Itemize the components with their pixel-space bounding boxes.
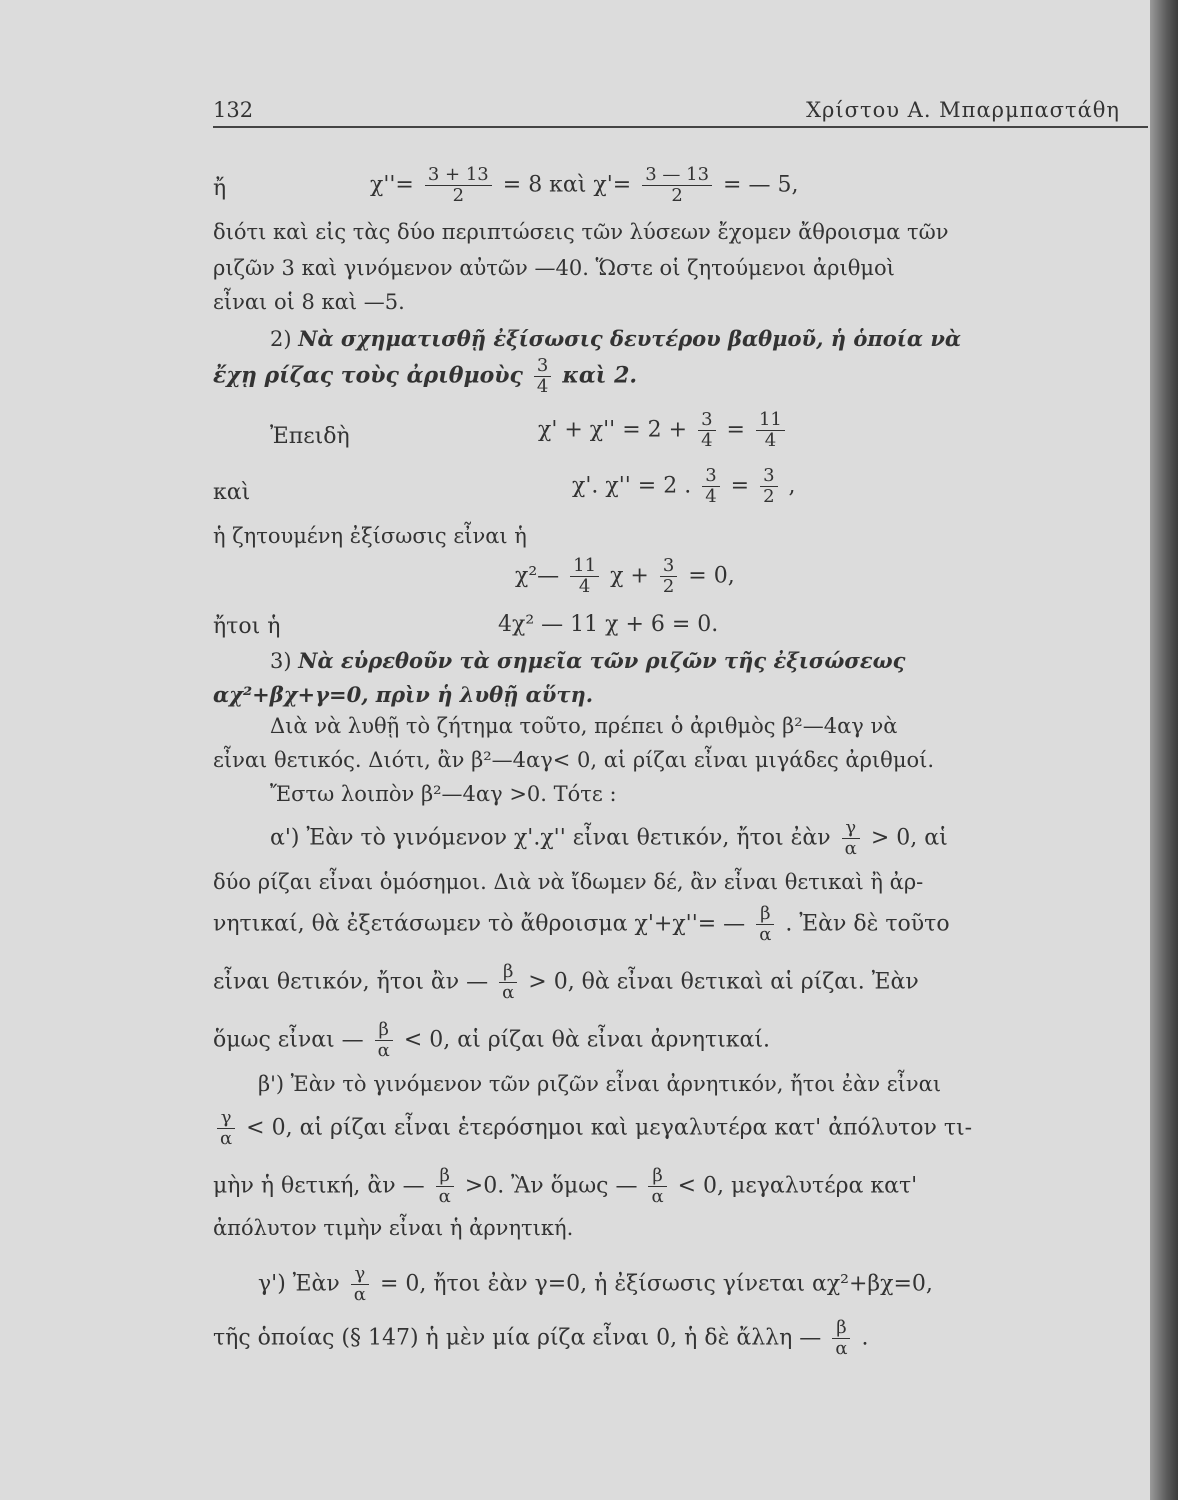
fraction-numerator: β [832,1318,850,1339]
text-line: Διὰ νὰ λυθῇ τὸ ζήτημα τοῦτο, πρέπει ὁ ἀριθμὸς β²—4αγ νὰ [270,714,898,738]
fraction-numerator: β [436,1166,454,1187]
fraction-denominator: 4 [764,429,777,451]
fraction [648,1166,666,1207]
eq-text: α') Ἐὰν τὸ γινόμενον χ'.χ'' εἶναι θετικόν, ἤτοι ἐὰν [270,825,831,851]
fraction [660,556,677,597]
fraction [698,410,715,451]
eq-text: >0. Ἂν ὅμως — [464,1173,638,1199]
fraction [499,962,517,1003]
text-line: δύο ρίζαι εἶναι ὁμόσημοι. Διὰ νὰ ἴδωμεν δέ, ἂν εἶναι θετικαὶ ἢ ἀρ- [213,870,924,894]
eq-text: = 0, ἤτοι ἐὰν γ=0, ἡ ἐξίσωσις γίνεται αχ²+βχ=0, [379,1271,933,1297]
case-a-line-1 [270,818,948,859]
eq-text: = [730,473,750,499]
fraction-numerator: 3 [698,410,715,431]
eq-text: τῆς ὁποίας (§ 147) ἡ μὲν μία ρίζα εἶναι 0, ἡ δὲ ἄλλη — [213,1325,822,1351]
fraction [570,556,599,597]
eq-text: < 0, αἱ ρίζαι θὰ εἶναι ἀρνητικαί. [403,1027,771,1053]
problem-number: 2) [270,327,292,351]
fraction-numerator: β [499,962,517,983]
case-c-line-2 [213,1318,868,1359]
fraction-denominator: α [651,1185,664,1207]
fraction-denominator: 2 [671,184,683,206]
problem-3-heading-cont [213,684,1138,706]
fraction-numerator: 11 [570,556,599,577]
eq-text: εἶναι θετικόν, ἤτοι ἂν — [213,969,489,995]
fraction-denominator: 4 [701,429,713,451]
eq-text: = [726,417,745,443]
label-epeidi: Ἐπειδὴ [270,424,350,449]
fraction-denominator: α [353,1283,366,1305]
case-a-line-3 [213,904,950,945]
case-b-line-2 [213,1108,972,1149]
fraction [702,466,719,507]
fraction-numerator: γ [217,1108,235,1129]
fraction [842,818,860,859]
fraction [217,1108,235,1149]
eq-text: = — 5, [723,172,799,198]
fraction-numerator: 11 [756,410,785,431]
eq-text: χ''= [370,172,414,198]
fraction-denominator: α [220,1127,233,1149]
text-line: β') Ἐὰν τὸ γινόμενον τῶν ριζῶν εἶναι ἀρνητικόν, ἤτοι ἐὰν εἶναι [258,1072,942,1096]
case-a-line-5 [213,1020,770,1061]
fraction [642,165,712,206]
fraction-numerator: γ [351,1264,369,1285]
eq-text: < 0, μεγαλυτέρα κατ' [677,1173,918,1199]
text-line: εἶναι θετικός. Διότι, ἂν β²—4αγ< 0, αἱ ρίζαι εἶναι μιγάδες ἀριθμοί. [213,748,935,772]
fraction [756,904,774,945]
eq-text: μὴν ἡ θετική, ἂν — [213,1173,425,1199]
fraction [760,466,777,507]
fraction [436,1166,454,1207]
fraction-denominator: 4 [536,375,549,397]
case-a-line-4 [213,962,919,1003]
page-edge-shadow [1150,0,1178,1500]
problem-2-heading [270,328,1138,350]
fraction-denominator: α [844,837,857,859]
text-line: διότι καὶ εἰς τὰς δύο περιπτώσεις τῶν λύσεων ἔχομεν ἄθροισμα τῶν [213,220,949,244]
fraction-numerator: 3 + 13 [425,165,492,186]
eq-text: χ²— [515,563,560,589]
eq-text: < 0, αἱ ρίζαι εἶναι ἑτερόσημοι καὶ μεγαλυτέρα κατ' ἀπόλυτον τι- [246,1115,973,1141]
fraction-numerator: β [648,1166,666,1187]
eq-sum [538,410,789,451]
eq-quadratic-int: 4χ² — 11 χ + 6 = 0. [498,612,719,637]
fraction-numerator: 3 [534,356,551,377]
eq-text: χ + [610,563,649,589]
case-c-line-1 [258,1264,933,1305]
fraction [832,1318,850,1359]
fraction-numerator: β [375,1020,393,1041]
problem-title: αχ²+βχ+γ=0, πρὶν ἡ λυθῇ αὕτη. [213,682,594,707]
text-line: ἡ ζητουμένη ἐξίσωσις εἶναι ἡ [213,524,527,548]
eq-text: = 0, [688,563,735,589]
eq-text: χ' + χ'' = 2 + [538,417,688,443]
eq-text: χ'. χ'' = 2 . [572,473,692,499]
text-line: εἶναι οἱ 8 καὶ —5. [213,290,405,314]
text-line: ἀπόλυτον τιμὴν εἶναι ἡ ἀρνητική. [213,1216,574,1240]
eq-quadratic [515,556,735,597]
fraction-denominator: α [835,1337,848,1359]
fraction-denominator: 4 [578,575,591,597]
eq-text: . [861,1325,869,1351]
eq-text: > 0, θὰ εἶναι θετικαὶ αἱ ρίζαι. Ἐὰν [528,969,919,995]
fraction-numerator: 3 — 13 [642,165,712,186]
fraction [534,356,551,397]
fraction-numerator: 3 [702,466,719,487]
fraction [351,1264,369,1305]
eq-line-1 [213,178,226,200]
eq-text: , [788,473,796,499]
eq-text: > 0, αἱ [870,825,948,851]
fraction-denominator: α [377,1039,390,1061]
eq-roots-line [370,165,798,206]
fraction-denominator: 2 [662,575,675,597]
fraction [425,165,492,206]
problem-3-heading [270,650,1138,672]
label-kai: καὶ [213,480,251,505]
eq-text: νητικαί, θὰ ἐξετάσωμεν τὸ ἄθροισμα χ'+χ''= — [213,911,746,937]
fraction-denominator: 2 [452,184,465,206]
fraction-denominator: α [759,923,772,945]
eq-text: . Ἐὰν δὲ τοῦτο [785,911,950,937]
fraction-denominator: 2 [763,485,775,507]
fraction-numerator: β [756,904,774,925]
fraction [756,410,785,451]
problem-title: καὶ 2. [562,362,638,389]
problem-title: ἔχῃ ρίζας τοὺς ἀριθμοὺς [213,362,523,389]
eq-eta: ἤ [213,176,227,201]
header-rule [213,126,1148,128]
problem-title: Νὰ σχηματισθῇ ἐξίσωσις δευτέρου βαθμοῦ, ἡ ὁποία νὰ [298,326,962,351]
eq-text: γ') Ἐὰν [258,1271,340,1297]
text-line: Ἔστω λοιπὸν β²—4αγ >0. Τότε : [270,782,617,806]
problem-2-heading-cont [213,356,637,397]
fraction-numerator: 3 [760,466,777,487]
fraction [375,1020,393,1061]
text-line: ριζῶν 3 καὶ γινόμενον αὐτῶν —40. Ὥστε οἱ ζητούμενοι ἀριθμοὶ [213,256,895,280]
problem-number: 3) [270,649,292,673]
page-number: 132 [213,98,254,122]
label-itoi: ἤτοι ἡ [213,614,281,639]
fraction-numerator: γ [842,818,860,839]
running-header-author: Χρίστου Α. Μπαρμπαστάθη [806,98,1120,122]
eq-product [572,466,796,507]
case-b-line-3 [213,1166,917,1207]
eq-text: = 8 καὶ χ'= [502,172,632,198]
fraction-numerator: 3 [660,556,677,577]
problem-title: Νὰ εὑρεθοῦν τὰ σημεῖα τῶν ριζῶν τῆς ἐξισώσεως [298,648,906,673]
fraction-denominator: α [502,981,515,1003]
fraction-denominator: 4 [705,485,717,507]
fraction-denominator: α [438,1185,451,1207]
eq-text: ὅμως εἶναι — [213,1027,364,1053]
